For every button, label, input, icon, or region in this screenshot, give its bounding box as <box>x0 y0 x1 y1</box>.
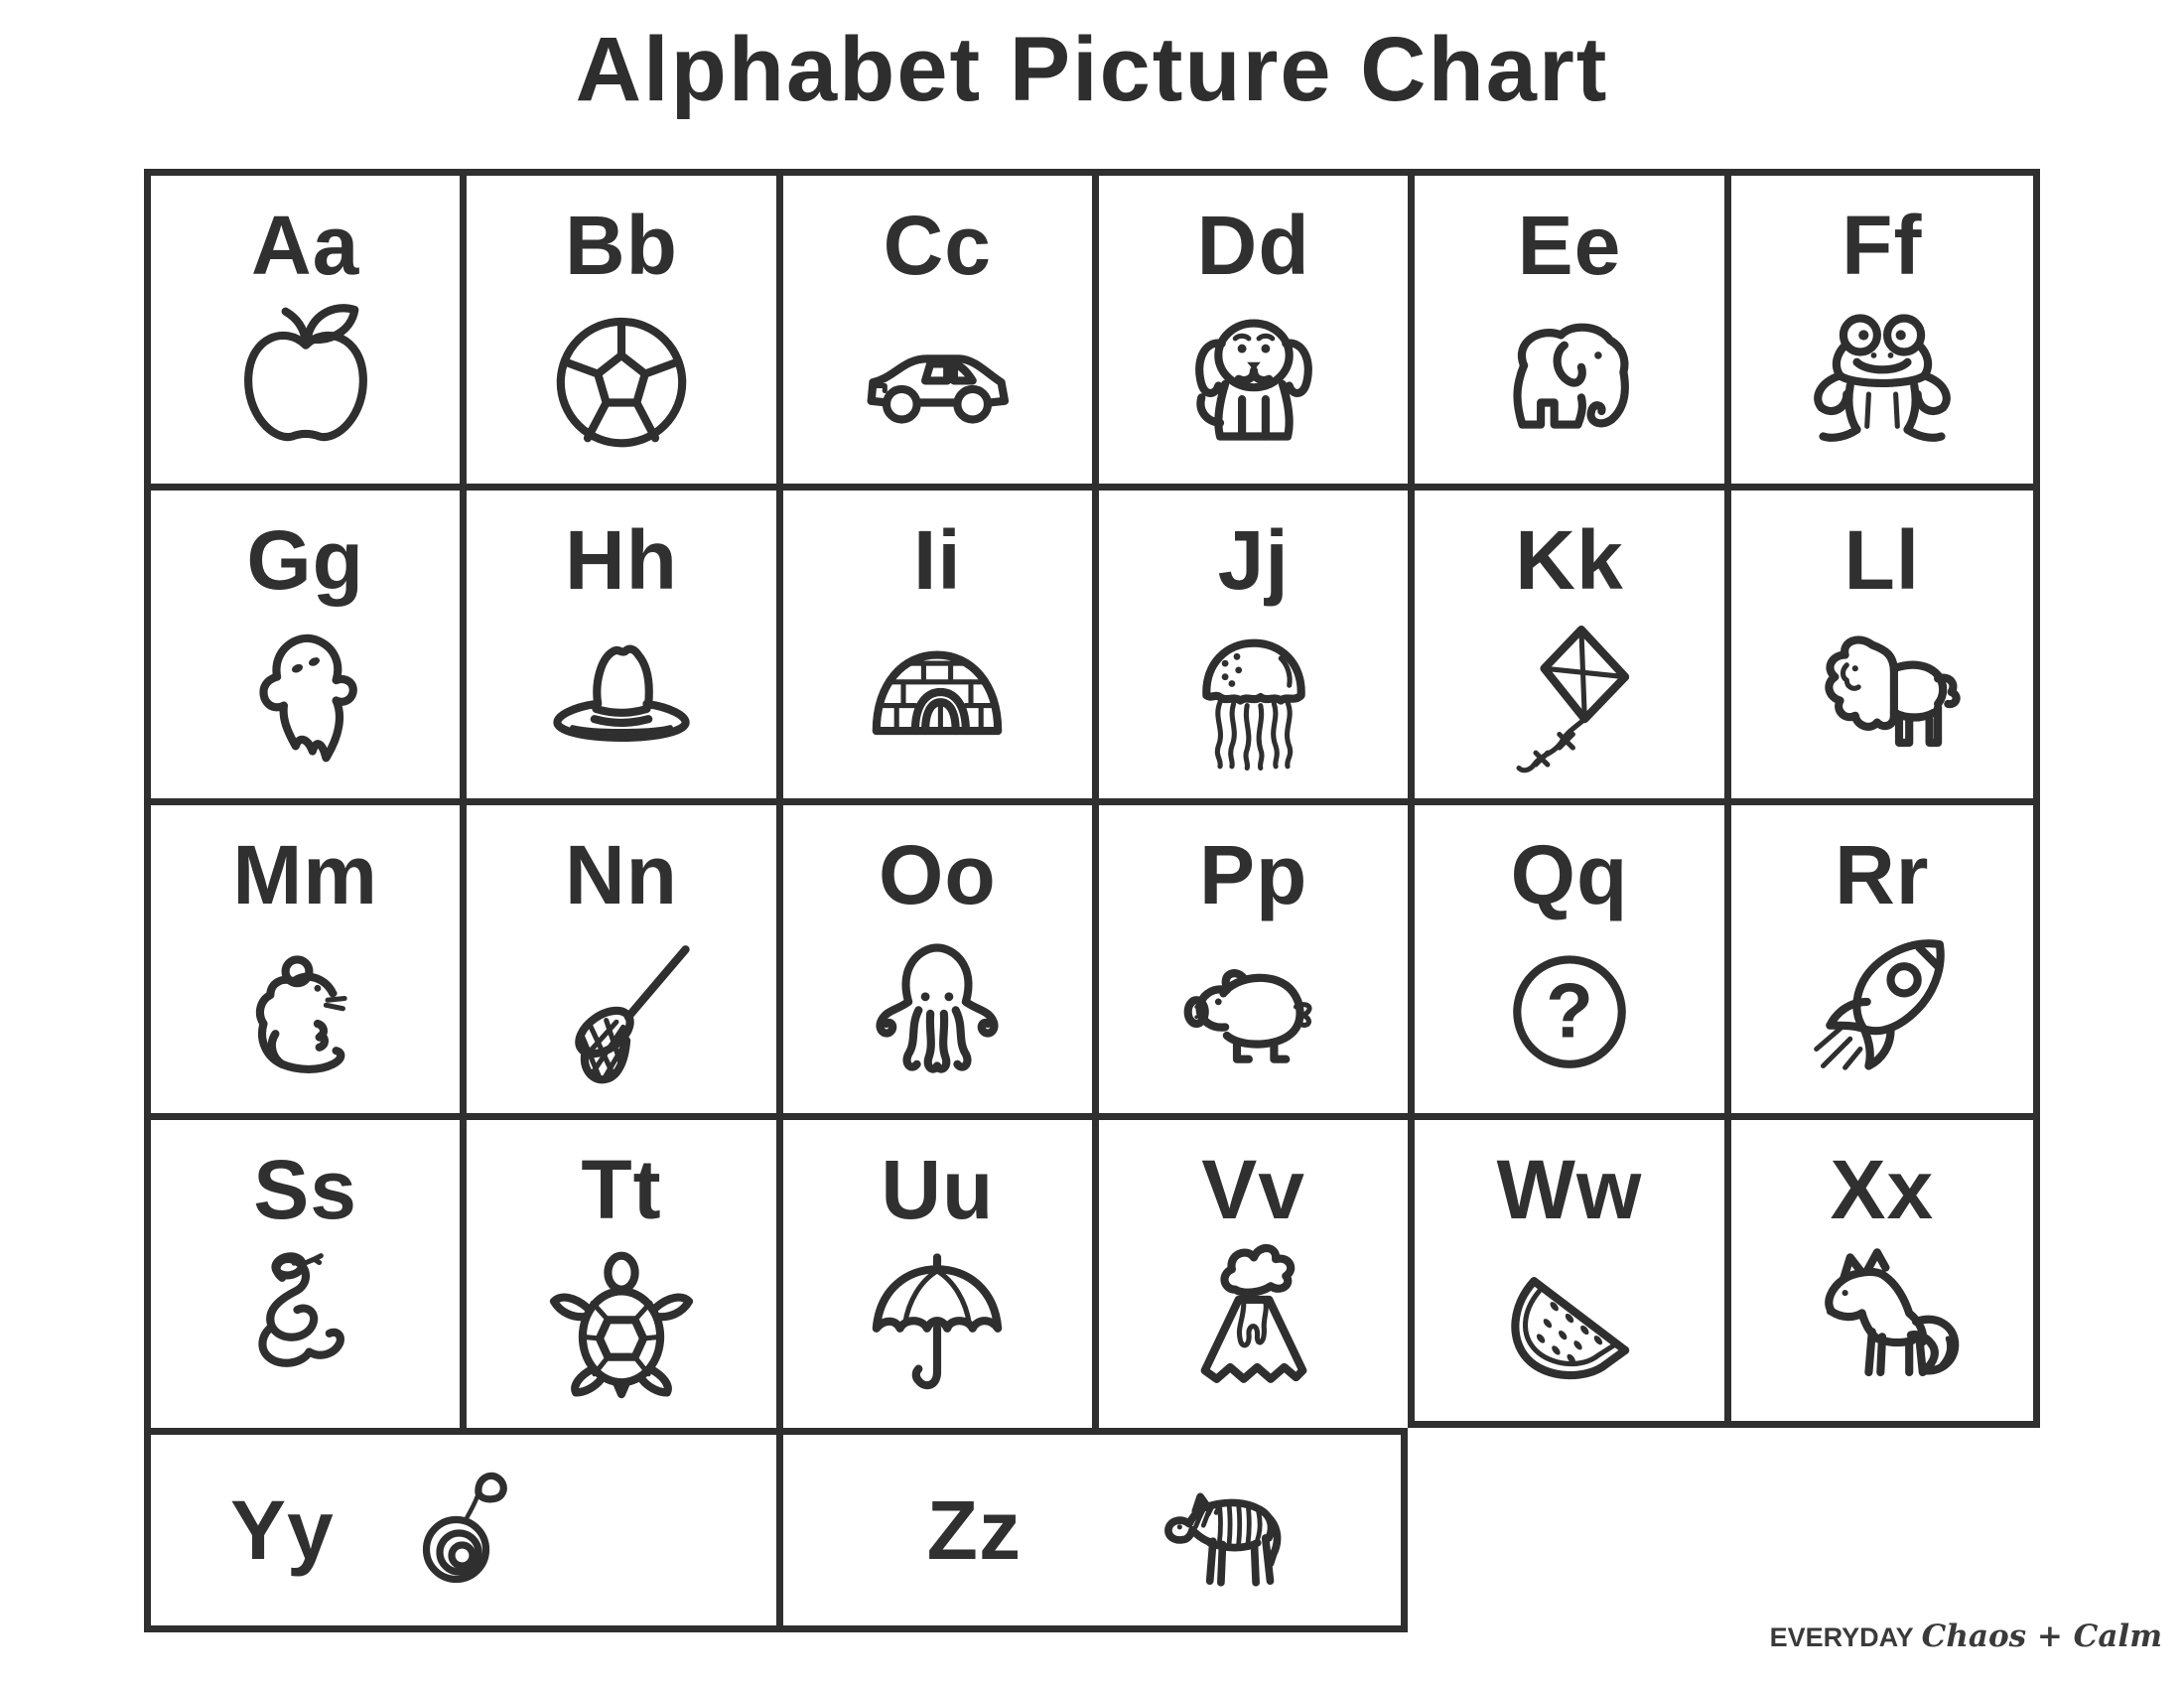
letter-pair-zz: Zz <box>926 1483 1022 1577</box>
yo-yo-icon <box>389 1456 538 1605</box>
car-icon <box>853 293 1022 462</box>
cell-ee <box>1408 169 1723 484</box>
letter-pair-uu: Uu <box>881 1143 995 1236</box>
frog-icon <box>1798 293 1967 462</box>
igloo-icon <box>853 608 1022 776</box>
cell-aa <box>144 169 460 484</box>
cell-uu <box>776 1113 1092 1428</box>
letter-pair-bb: Bb <box>565 199 678 292</box>
watermelon-icon <box>1485 1237 1654 1406</box>
letter-pair-dd: Dd <box>1196 199 1310 292</box>
lion-icon <box>1798 608 1967 776</box>
letter-pair-ss: Ss <box>253 1143 358 1236</box>
fox-icon <box>1798 1237 1967 1406</box>
alphabet-grid <box>144 169 2040 1632</box>
letter-pair-tt: Tt <box>581 1143 662 1236</box>
cell-vv <box>1092 1113 1408 1428</box>
brand-script-text: Chaos + Calm <box>1921 1618 2162 1654</box>
letter-pair-vv: Vv <box>1201 1143 1306 1236</box>
net-icon <box>537 922 706 1091</box>
letter-pair-qq: Qq <box>1510 828 1629 921</box>
question-mark-icon <box>1485 922 1654 1091</box>
octopus-icon <box>853 922 1022 1091</box>
cell-jj <box>1092 484 1408 798</box>
question-glyph: ? <box>1546 966 1593 1055</box>
letter-pair-aa: Aa <box>250 199 360 292</box>
brand-logo <box>1770 1618 2162 1654</box>
cell-kk <box>1408 484 1723 798</box>
cell-nn <box>460 798 775 1113</box>
letter-pair-gg: Gg <box>246 513 364 607</box>
cell-zz <box>776 1428 1409 1632</box>
letter-pair-pp: Pp <box>1198 828 1308 921</box>
cell-mm <box>144 798 460 1113</box>
cell-dd <box>1092 169 1408 484</box>
mouse-icon <box>221 922 390 1091</box>
letter-pair-jj: Jj <box>1217 513 1290 607</box>
cell-tt <box>460 1113 775 1428</box>
cell-pp <box>1092 798 1408 1113</box>
cell-ff <box>1724 169 2040 484</box>
cell-oo <box>776 798 1092 1113</box>
page-title: Alphabet Picture Chart <box>575 19 1609 120</box>
ghost-icon <box>221 608 390 776</box>
cell-yy <box>144 1428 776 1632</box>
letter-pair-hh: Hh <box>565 513 678 607</box>
letter-pair-kk: Kk <box>1515 513 1624 607</box>
zebra-icon <box>1136 1451 1309 1610</box>
jellyfish-icon <box>1169 608 1338 776</box>
turtle-icon <box>537 1237 706 1406</box>
apple-icon <box>221 293 390 462</box>
letter-pair-nn: Nn <box>565 828 678 921</box>
rocket-icon <box>1798 922 1967 1091</box>
cell-xx <box>1724 1113 2040 1428</box>
kite-icon <box>1485 608 1654 776</box>
letter-pair-ww: Ww <box>1496 1143 1643 1236</box>
cell-cc <box>776 169 1092 484</box>
letter-pair-rr: Rr <box>1835 828 1930 921</box>
volcano-icon <box>1169 1237 1338 1406</box>
cell-ss <box>144 1113 460 1428</box>
cell-qq <box>1408 798 1723 1113</box>
letter-pair-ll: Ll <box>1843 513 1921 607</box>
snake-icon <box>221 1237 390 1406</box>
letter-pair-mm: Mm <box>232 828 378 921</box>
letter-pair-ee: Ee <box>1517 199 1622 292</box>
letter-pair-oo: Oo <box>879 828 997 921</box>
cell-hh <box>460 484 775 798</box>
letter-pair-ff: Ff <box>1842 199 1923 292</box>
letter-pair-cc: Cc <box>883 199 993 292</box>
letter-pair-ii: Ii <box>912 513 962 607</box>
pig-icon <box>1169 922 1338 1091</box>
brand-bold-text: EVERYDAY <box>1769 1622 1914 1652</box>
letter-pair-yy: Yy <box>230 1483 335 1577</box>
cell-rr <box>1724 798 2040 1113</box>
cell-ww <box>1408 1113 1723 1428</box>
cell-gg <box>144 484 460 798</box>
cell-bb <box>460 169 775 484</box>
hat-icon <box>537 608 706 776</box>
cell-ll <box>1724 484 2040 798</box>
ball-icon <box>537 293 706 462</box>
dog-icon <box>1169 293 1338 462</box>
umbrella-icon <box>853 1237 1022 1406</box>
cell-ii <box>776 484 1092 798</box>
letter-pair-xx: Xx <box>1830 1143 1935 1236</box>
elephant-icon <box>1485 293 1654 462</box>
